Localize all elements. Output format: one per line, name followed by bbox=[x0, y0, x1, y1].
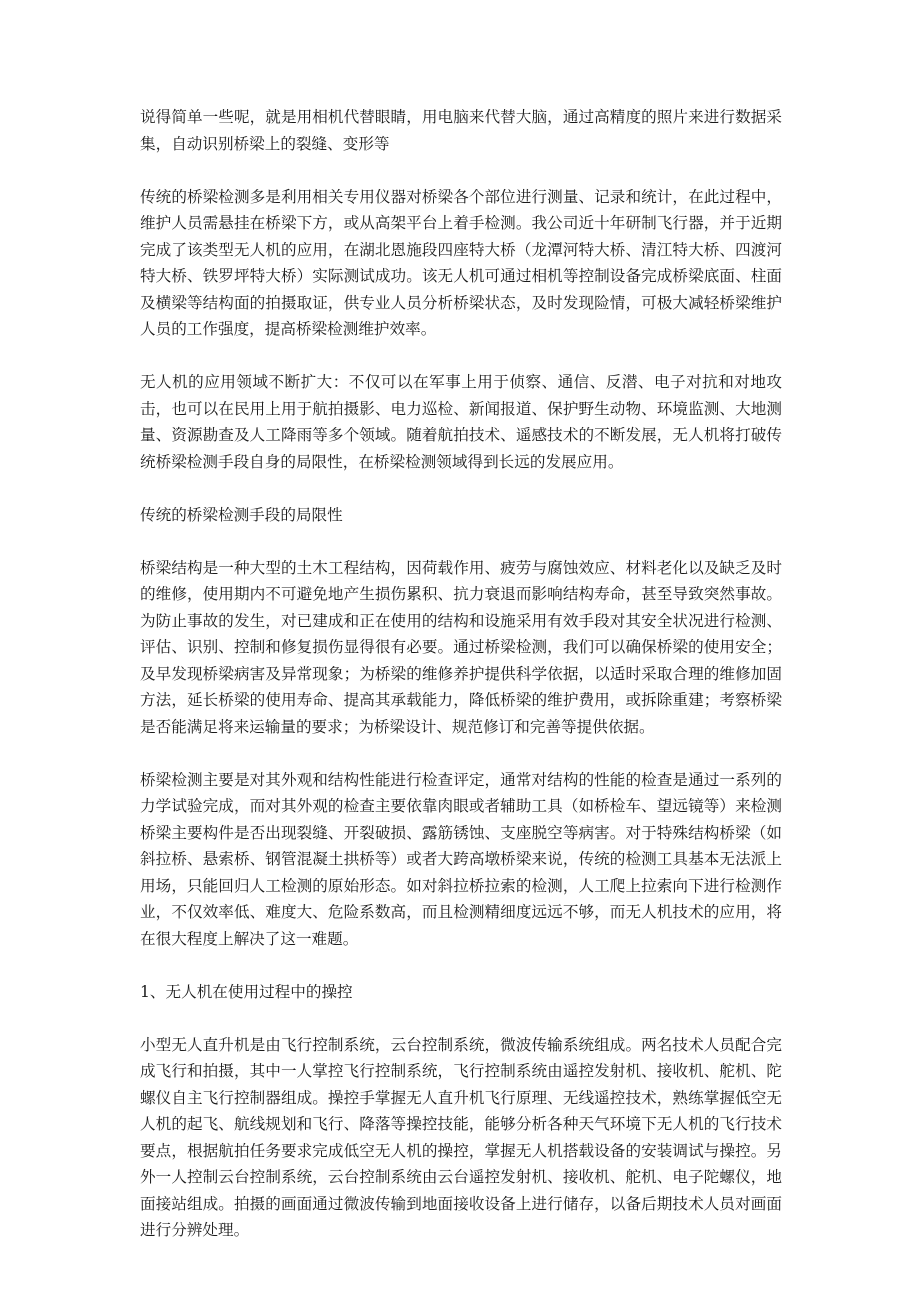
paragraph-traditional-detection: 传统的桥梁检测多是利用相关专用仪器对桥梁各个部位进行测量、记录和统计，在此过程中，维护人员需悬挂在桥梁下方，或从高架平台上着手检测。我公司近十年研制飞行器，并于近期完成了该类型无人机的应用，在湖北恩施段四座特大桥（龙潭河特大桥、清江特大桥、四渡河特大桥、铁罗坪特大桥）实际测试成功。该无人机可通过相机等控制设备完成桥梁底面、柱面及横梁等结构面的拍摄取证，供专业人员分析桥梁状态，及时发现险情，可极大减轻桥梁维护人员的工作强度，提高桥梁检测维护效率。 bbox=[140, 187, 782, 338]
paragraph-intro: 说得简单一些呢，就是用相机代替眼睛，用电脑来代替大脑，通过高精度的照片来进行数据采集，自动识别桥梁上的裂缝、变形等 bbox=[140, 108, 782, 153]
heading-uav-control: 1、无人机在使用过程中的操控 bbox=[140, 982, 353, 1001]
paragraph-bridge-inspection: 桥梁检测主要是对其外观和结构性能进行检查评定，通常对结构的性能的检查是通过一系列的力学试验完成，而对其外观的检查主要依靠肉眼或者辅助工具（如桥检车、望远镜等）来检测桥梁主要构件是否出现裂缝、开裂破损、露筋锈蚀、支座脱空等病害。对于特殊结构桥梁（如斜拉桥、悬索桥、钢管混凝土拱桥等）或者大跨高墩桥梁来说，传统的检测工具基本无法派上用场，只能回归人工检测的原始形态。如对斜拉桥拉索的检测，人工爬上拉索向下进行检测作业，不仅效率低、难度大、危险系数高，而且检测精细度远远不够，而无人机技术的应用，将在很大程度上解决了这一难题。 bbox=[140, 770, 782, 948]
paragraph-bridge-structure: 桥梁结构是一种大型的土木工程结构，因荷载作用、疲劳与腐蚀效应、材料老化以及缺乏及时的维修，使用期内不可避免地产生损伤累积、抗力衰退而影响结构寿命，甚至导致突然事故。为防止事故的发生，对已建成和正在使用的结构和设施采用有效手段对其安全状况进行检测、评估、识别、控制和修复损伤显得很有必要。通过桥梁检测，我们可以确保桥梁的使用安全；及早发现桥梁病害及异常现象；为桥梁的维修养护提供科学依据，以适时采取合理的维修加固方法，延长桥梁的使用寿命、提高其承载能力，降低桥梁的维护费用，或拆除重建；考察桥梁是否能满足将来运输量的要求；为桥梁设计、规范修订和完善等提供依据。 bbox=[140, 558, 782, 736]
document-body bbox=[140, 104, 782, 1270]
paragraph-uav-applications: 无人机的应用领域不断扩大：不仅可以在军事上用于侦察、通信、反潜、电子对抗和对地攻击，也可以在民用上用于航拍摄影、电力巡检、新闻报道、保护野生动物、环境监测、大地测量、资源勘查及人工降雨等多个领域。随着航拍技术、遥感技术的不断发展，无人机将打破传统桥梁检测手段自身的局限性，在桥梁检测领域得到长远的发展应用。 bbox=[140, 373, 782, 471]
paragraph-uav-control-system: 小型无人直升机是由飞行控制系统，云台控制系统，微波传输系统组成。两名技术人员配合完成飞行和拍摄，其中一人掌控飞行控制系统，飞行控制系统由遥控发射机、接收机、舵机、陀螺仪自主飞行控制器组成。操控手掌握无人直升机飞行原理、无线遥控技术，熟练掌握低空无人机的起飞、航线规划和飞行、降落等操控技能，能够分析各种天气环境下无人机的飞行技术要点，根据航拍任务要求完成低空无人机的操控，掌握无人机搭载设备的安装调试与操控。另外一人控制云台控制系统，云台控制系统由云台遥控发射机、接收机、舵机、电子陀螺仪，地面接站组成。拍摄的画面通过微波传输到地面接收设备上进行储存，以备后期技术人员对画面进行分辨处理。 bbox=[140, 1035, 782, 1239]
heading-limitations: 传统的桥梁检测手段的局限性 bbox=[140, 505, 343, 524]
